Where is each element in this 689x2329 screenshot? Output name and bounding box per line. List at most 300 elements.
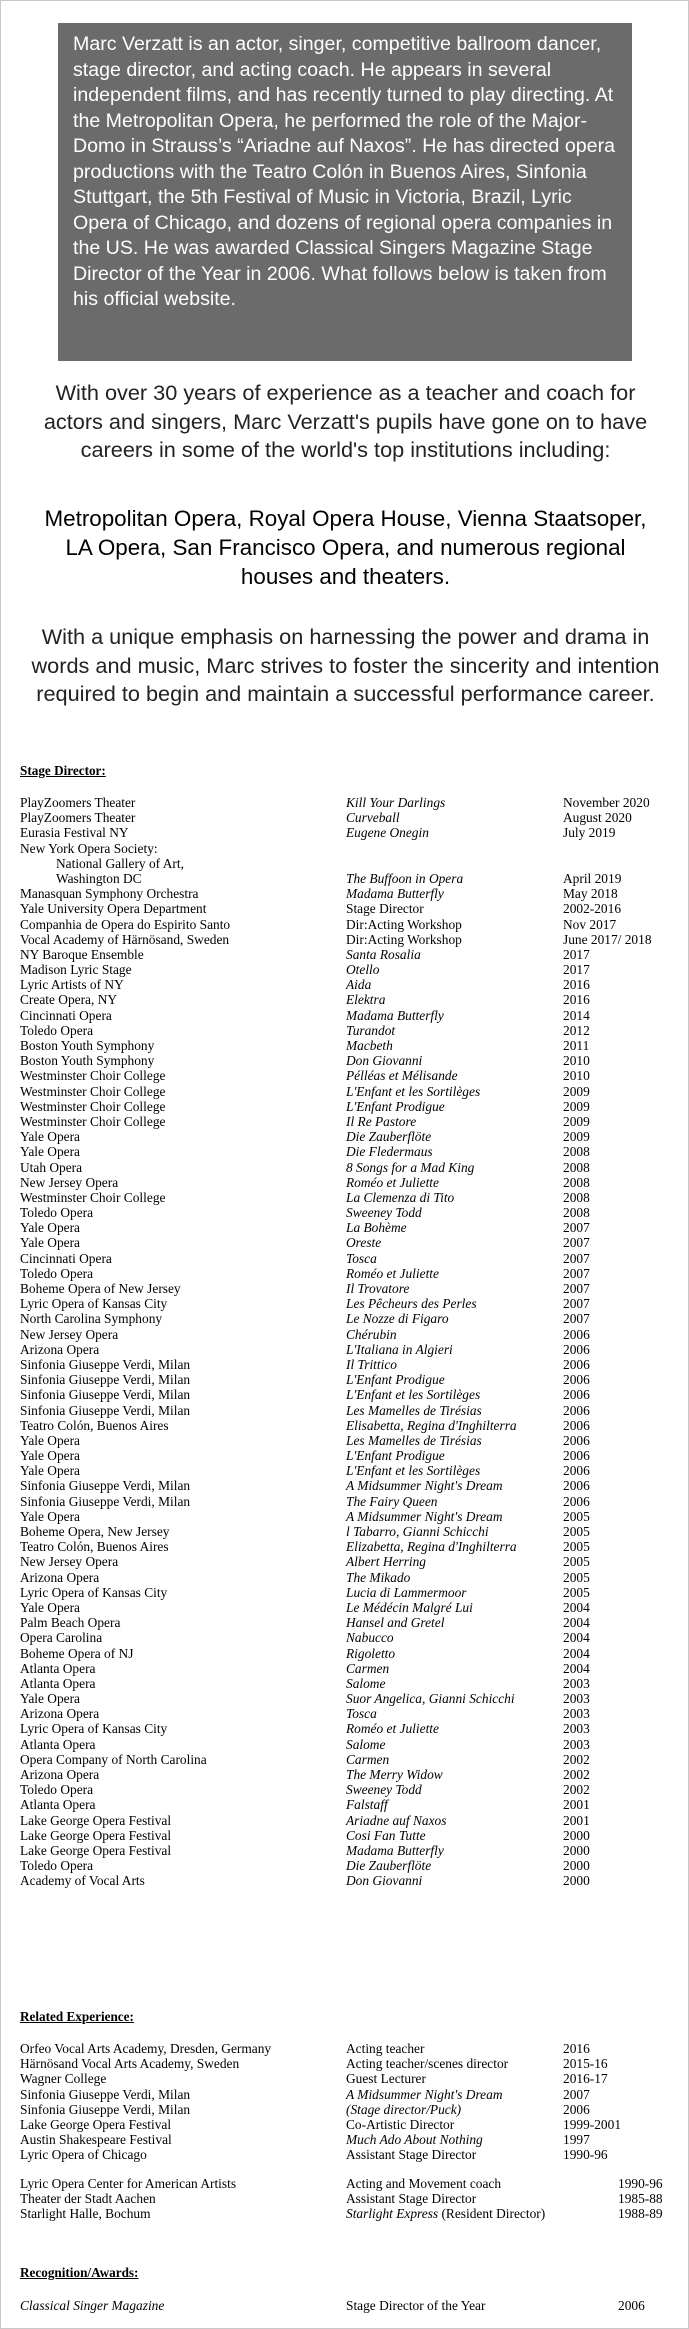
organization: Toledo Opera: [20, 1858, 94, 1874]
organization: North Carolina Symphony: [20, 1311, 163, 1327]
production-title: Salome: [346, 1675, 386, 1691]
organization: Eurasia Festival NY: [20, 825, 129, 841]
organization: Orfeo Vocal Arts Academy, Dresden, Germany: [20, 2041, 272, 2056]
role: A Midsummer Night's Dream: [346, 2086, 503, 2102]
years: 1990-96: [563, 2147, 608, 2163]
production-title: Albert Herring: [346, 1554, 426, 1570]
list-item: [20, 1813, 680, 1828]
list-item: [20, 992, 680, 1007]
production-title: l Tabarro, Gianni Schicchi: [346, 1524, 489, 1539]
list-item: [20, 1144, 680, 1159]
production-title: Don Giovanni: [346, 1053, 423, 1069]
list-item: [20, 1342, 680, 1357]
organization: NY Baroque Ensemble: [20, 946, 144, 962]
organization: Cincinnati Opera: [20, 1007, 112, 1023]
years: 1988-89: [618, 2206, 663, 2222]
organization: National Gallery of Art,: [56, 855, 184, 871]
production-year: 2012: [563, 1022, 590, 1038]
production-year: 2007: [563, 1250, 590, 1266]
list-item: [20, 1357, 680, 1372]
role: Assistant Stage Director: [346, 2147, 477, 2163]
production-year: 2005: [563, 1524, 590, 1539]
years: 2016: [563, 2041, 590, 2056]
production-title: L'Enfant Prodigue: [346, 1448, 445, 1464]
list-item: [20, 1099, 680, 1114]
list-item: [20, 1220, 680, 1235]
production-year: 2017: [563, 946, 590, 962]
years: 1999-2001: [563, 2116, 622, 2132]
production-title: Il Trittico: [346, 1356, 397, 1372]
list-item: [20, 1068, 680, 1083]
production-title: Otello: [346, 962, 380, 978]
list-item: [20, 947, 680, 962]
production-year: 2003: [563, 1675, 590, 1691]
production-year: May 2018: [563, 886, 618, 902]
role: [346, 2206, 545, 2221]
list-item: [20, 2191, 680, 2206]
organization: Sinfonia Giuseppe Verdi, Milan: [20, 1372, 191, 1388]
organization: Palm Beach Opera: [20, 1615, 121, 1631]
production-title: Chérubin: [346, 1326, 397, 1342]
organization: Arizona Opera: [20, 1341, 100, 1357]
organization: Cincinnati Opera: [20, 1250, 112, 1266]
production-year: 2004: [563, 1615, 590, 1631]
production-year: 2004: [563, 1645, 590, 1661]
organization: Companhia de Opera do Espirito Santo: [20, 916, 231, 932]
list-item: [20, 1873, 680, 1888]
organization: New Jersey Opera: [20, 1554, 119, 1570]
production-year: 2006: [563, 1493, 590, 1509]
section-heading-recognition: Recognition/Awards:: [20, 2265, 139, 2280]
role: Acting teacher/scenes director: [346, 2056, 509, 2072]
production-year: 2002: [563, 1751, 590, 1767]
role: Guest Lecturer: [346, 2071, 426, 2087]
list-item: [20, 1235, 680, 1250]
production-year: 2006: [563, 1463, 590, 1479]
production-title: Oreste: [346, 1235, 382, 1251]
organization: Yale Opera: [20, 1691, 80, 1707]
list-item: [20, 2132, 680, 2147]
organization: Manasquan Symphony Orchestra: [20, 886, 199, 902]
organization: Westminster Choir College: [20, 1189, 166, 1205]
intro-paragraph-institutions: Metropolitan Opera, Royal Opera House, Vienna Staatsoper, LA Opera, San Francisco Opera, and numerous regional houses and theaters.: [44, 506, 647, 589]
list-item: [20, 1524, 680, 1539]
organization: Yale Opera: [20, 1129, 80, 1145]
list-item: [20, 886, 680, 901]
section-heading-stage-director: Stage Director:: [20, 763, 106, 778]
years: 2016-17: [563, 2071, 608, 2087]
organization: Yale Opera: [20, 1448, 80, 1464]
production-year: 2003: [563, 1691, 590, 1707]
production-title: Lucia di Lammermoor: [346, 1584, 467, 1600]
production-year: 2005: [563, 1508, 590, 1524]
production-year: 2009: [563, 1129, 590, 1145]
production-title: Tosca: [346, 1706, 377, 1722]
role: Co-Artistic Director: [346, 2116, 455, 2132]
production-title: Kill Your Darlings: [346, 795, 446, 810]
years: 2015-16: [563, 2056, 608, 2072]
organization: Yale Opera: [20, 1599, 80, 1615]
organization: Academy of Vocal Arts: [20, 1873, 145, 1889]
production-year: 2007: [563, 1220, 590, 1236]
years: 1997: [563, 2132, 590, 2148]
list-item: [20, 1296, 680, 1311]
organization: Lake George Opera Festival: [20, 1812, 172, 1828]
production-title: Pélléas et Mélisande: [346, 1068, 458, 1084]
organization: Sinfonia Giuseppe Verdi, Milan: [20, 1402, 191, 1418]
list-item: [20, 841, 680, 856]
organization: Lake George Opera Festival: [20, 2116, 172, 2132]
organization: Utah Opera: [20, 1159, 83, 1175]
production-title: The Buffoon in Opera: [346, 870, 464, 886]
bio-summary-box: [58, 23, 632, 361]
production-year: June 2017/ 2018: [563, 931, 652, 947]
production-title: Suor Angelica, Gianni Schicchi: [346, 1691, 515, 1707]
organization: Yale Opera: [20, 1508, 80, 1524]
production-title: L'Enfant et les Sortilèges: [346, 1387, 481, 1403]
list-item: [20, 1084, 680, 1099]
organization: Boheme Opera, New Jersey: [20, 1524, 170, 1539]
production-year: 2017: [563, 962, 590, 978]
production-title: Elizabetta, Regina d'Inghilterra: [346, 1539, 517, 1555]
production-title: Les Mamelles de Tirésias: [346, 1432, 482, 1448]
role: Acting teacher: [346, 2041, 425, 2056]
production-year: 2006: [563, 1372, 590, 1388]
list-item: [20, 1114, 680, 1129]
production-title: Tosca: [346, 1250, 377, 1266]
organization: Lake George Opera Festival: [20, 1827, 172, 1843]
organization: Boston Youth Symphony: [20, 1038, 155, 1053]
production-year: 2006: [563, 1326, 590, 1342]
list-item: [20, 1737, 680, 1752]
production-year: 2002-2016: [563, 901, 622, 917]
production-year: 2003: [563, 1736, 590, 1752]
production-title: Don Giovanni: [346, 1873, 423, 1889]
production-year: April 2019: [563, 870, 622, 886]
organization: Lake George Opera Festival: [20, 1842, 172, 1858]
list-item: [20, 1387, 680, 1402]
list-item: [20, 1129, 680, 1144]
organization: Sinfonia Giuseppe Verdi, Milan: [20, 2086, 191, 2102]
organization: Opera Carolina: [20, 1630, 103, 1646]
production-year: 2003: [563, 1706, 590, 1722]
list-item: [20, 1828, 680, 1843]
production-title: The Merry Widow: [346, 1767, 443, 1782]
production-title: Die Fledermaus: [346, 1144, 433, 1160]
organization: Washington DC: [56, 870, 142, 886]
production-title: Santa Rosalia: [346, 946, 421, 962]
list-item: [20, 2147, 680, 2162]
production-year: 2016: [563, 992, 590, 1008]
list-item: [20, 1175, 680, 1190]
production-year: 2001: [563, 1812, 590, 1828]
production-year: 2000: [563, 1873, 590, 1889]
award-source: Classical Singer Magazine: [20, 2298, 165, 2313]
recognition-list: [20, 2298, 680, 2313]
organization: PlayZoomers Theater: [20, 810, 136, 826]
list-item: [20, 1463, 680, 1478]
list-item: [20, 1327, 680, 1342]
organization: Lyric Artists of NY: [20, 977, 124, 993]
production-year: 2002: [563, 1767, 590, 1782]
production-title: Il Trovatore: [346, 1281, 410, 1296]
production-title: Die Zauberflöte: [346, 1129, 432, 1145]
list-item: [20, 1509, 680, 1524]
production-title: A Midsummer Night's Dream: [346, 1508, 503, 1524]
role: Acting and Movement coach: [346, 2176, 502, 2191]
list-item: [20, 1205, 680, 1220]
production-title: Ariadne auf Naxos: [346, 1812, 447, 1828]
organization: Yale Opera: [20, 1432, 80, 1448]
production-year: 2009: [563, 1098, 590, 1114]
organization: Lyric Opera of Kansas City: [20, 1296, 168, 1312]
list-item: [20, 2041, 680, 2056]
list-item: [20, 2117, 680, 2132]
list-item: [20, 1858, 680, 1873]
organization: New Jersey Opera: [20, 1174, 119, 1190]
production-title: A Midsummer Night's Dream: [346, 1478, 503, 1494]
list-item: [20, 1721, 680, 1736]
production-title: Curveball: [346, 810, 400, 826]
list-item: [20, 2071, 680, 2086]
production-year: 2006: [563, 1402, 590, 1418]
organization: Toledo Opera: [20, 1022, 94, 1038]
award-title: Stage Director of the Year: [346, 2298, 486, 2313]
organization: Westminster Choir College: [20, 1113, 166, 1129]
organization: Sinfonia Giuseppe Verdi, Milan: [20, 1387, 191, 1403]
organization: Härnösand Vocal Arts Academy, Sweden: [20, 2056, 240, 2072]
production-year: 2005: [563, 1539, 590, 1555]
production-year: July 2019: [563, 825, 616, 841]
production-title: Carmen: [346, 1751, 390, 1767]
list-item: [20, 1752, 680, 1767]
list-item: [20, 2102, 680, 2117]
organization: Yale Opera: [20, 1220, 80, 1236]
organization: Toledo Opera: [20, 1265, 94, 1281]
production-year: 2006: [563, 1387, 590, 1403]
list-item: [20, 1266, 680, 1281]
list-item: [20, 810, 680, 825]
organization: Lyric Opera of Chicago: [20, 2147, 147, 2163]
years: 1990-96: [618, 2176, 663, 2191]
production-title: Le Médécin Malgré Lui: [346, 1599, 473, 1615]
list-item: [20, 2176, 680, 2191]
organization: Lyric Opera of Kansas City: [20, 1721, 168, 1737]
production-title: Dir:Acting Workshop: [346, 916, 462, 932]
organization: Yale Opera: [20, 1463, 80, 1479]
production-title: L'Enfant Prodigue: [346, 1372, 445, 1388]
list-item: [20, 1554, 680, 1569]
organization: Yale Opera: [20, 1144, 80, 1160]
years: 1985-88: [618, 2191, 663, 2207]
organization: Toledo Opera: [20, 1782, 94, 1798]
production-year: 2002: [563, 1782, 590, 1798]
related-experience-list-secondary: [20, 2176, 680, 2222]
production-year: 2009: [563, 1113, 590, 1129]
production-title: L'Enfant et les Sortilèges: [346, 1083, 481, 1099]
list-item: [20, 1646, 680, 1661]
organization: Yale Opera: [20, 1235, 80, 1251]
production-year: 2000: [563, 1827, 590, 1843]
list-item: [20, 795, 680, 810]
production-title: Elektra: [346, 992, 386, 1008]
production-year: 2007: [563, 1296, 590, 1312]
list-item: [20, 1661, 680, 1676]
production-title: The Mikado: [346, 1569, 411, 1585]
list-item: [20, 1160, 680, 1175]
production-title: Hansel and Gretel: [346, 1615, 445, 1631]
production-title: Die Zauberflöte: [346, 1858, 432, 1874]
production-title: Eugene Onegin: [346, 825, 429, 841]
production-title: Les Mamelles de Tirésias: [346, 1402, 482, 1418]
production-title: Falstaff: [346, 1797, 388, 1813]
production-title: Cosi Fan Tutte: [346, 1827, 426, 1843]
list-item: [20, 1053, 680, 1068]
list-item: [20, 977, 680, 992]
production-year: 2000: [563, 1842, 590, 1858]
organization: Teatro Colón, Buenos Aires: [20, 1417, 169, 1433]
production-year: August 2020: [563, 810, 632, 826]
production-year: 2008: [563, 1174, 590, 1190]
related-experience-list: [20, 2041, 680, 2163]
list-item: [20, 1691, 680, 1706]
intro-paragraph-emphasis: With a unique emphasis on harnessing the power and drama in words and music, Marc strives to foster the sincerity and intention required to begin and maintain a successful performance career.: [31, 624, 660, 706]
list-item: [20, 1767, 680, 1782]
production-title: Roméo et Juliette: [346, 1174, 439, 1190]
list-item: [20, 1797, 680, 1812]
organization: Westminster Choir College: [20, 1083, 166, 1099]
production-title: Les Pêcheurs des Perles: [346, 1296, 477, 1312]
production-year: 2006: [563, 1448, 590, 1464]
list-item: [20, 2206, 680, 2221]
role: Much Ado About Nothing: [346, 2132, 483, 2148]
production-year: 2005: [563, 1569, 590, 1585]
organization: Atlanta Opera: [20, 1675, 96, 1691]
production-year: 2016: [563, 977, 590, 993]
role-note: (Resident Director): [438, 2206, 546, 2222]
list-item: [20, 1372, 680, 1387]
years: 2006: [563, 2101, 590, 2117]
role: Assistant Stage Director: [346, 2191, 477, 2207]
production-title: L'Italiana in Algieri: [346, 1341, 453, 1357]
organization: Arizona Opera: [20, 1767, 100, 1782]
stage-director-list: [20, 795, 680, 1889]
organization: Lyric Opera of Kansas City: [20, 1584, 168, 1600]
production-year: 2008: [563, 1205, 590, 1221]
production-title: Elisabetta, Regina d'Inghilterra: [346, 1417, 517, 1433]
list-item: [20, 1190, 680, 1205]
production-title: L'Enfant Prodigue: [346, 1098, 445, 1114]
production-year: 2006: [563, 1417, 590, 1433]
production-title: L'Enfant et les Sortilèges: [346, 1463, 481, 1479]
list-item: [20, 917, 680, 932]
production-title: La Clemenza di Tito: [346, 1189, 455, 1205]
production-year: 2005: [563, 1554, 590, 1570]
organization: Westminster Choir College: [20, 1068, 166, 1084]
organization: Sinfonia Giuseppe Verdi, Milan: [20, 1356, 191, 1372]
production-title: Nabucco: [346, 1630, 394, 1646]
production-year: 2008: [563, 1144, 590, 1160]
list-item: [20, 1448, 680, 1463]
production-title: Le Nozze di Figaro: [346, 1311, 449, 1327]
production-year: 2000: [563, 1858, 590, 1874]
organization: Boheme Opera of NJ: [20, 1645, 134, 1661]
list-item: [20, 1008, 680, 1023]
list-item: [20, 1403, 680, 1418]
organization: Vocal Academy of Härnösand, Sweden: [20, 931, 230, 947]
bio-summary-text: Marc Verzatt is an actor, singer, competitive ballroom dancer, stage director, and acting coach. He appears in several independent films, and has recently turned to play directing. At the Metropolitan Opera, he performed the role of the Major-Domo in Strauss’s “Ariadne auf Naxos”. He has directed opera productions with the Teatro Colón in Buenos Aires, Sinfonia Stuttgart, the 5th Festival of Music in Victoria, Brazil, Lyric Opera of Chicago, and dozens of regional opera companies in the US. He was awarded Classical Singers Magazine Stage Director of the Year in 2006. What follows below is taken from his official website.: [73, 33, 615, 310]
production-year: November 2020: [563, 795, 650, 810]
organization: Atlanta Opera: [20, 1736, 96, 1752]
organization: Atlanta Opera: [20, 1660, 96, 1676]
production-year: Nov 2017: [563, 916, 617, 932]
production-year: 2007: [563, 1311, 590, 1327]
production-title: Carmen: [346, 1660, 390, 1676]
organization: Madison Lyric Stage: [20, 962, 132, 978]
list-item: [20, 1038, 680, 1053]
organization: Opera Company of North Carolina: [20, 1751, 207, 1767]
list-item: [20, 871, 680, 886]
production-year: 2004: [563, 1599, 590, 1615]
production-title: Rigoletto: [346, 1645, 396, 1661]
production-year: 2007: [563, 1265, 590, 1281]
organization: Arizona Opera: [20, 1706, 100, 1722]
list-item: [20, 2087, 680, 2102]
production-title: Il Re Pastore: [346, 1113, 417, 1129]
production-year: 2010: [563, 1053, 590, 1069]
production-title: Starlight Express: [346, 2206, 439, 2222]
organization: Boheme Opera of New Jersey: [20, 1281, 181, 1296]
organization: Sinfonia Giuseppe Verdi, Milan: [20, 1478, 191, 1494]
organization: New Jersey Opera: [20, 1326, 119, 1342]
production-year: 2009: [563, 1083, 590, 1099]
list-item: [20, 1023, 680, 1038]
production-year: 2006: [563, 1356, 590, 1372]
production-title: Madama Butterfly: [346, 1842, 444, 1858]
production-title: La Bohème: [346, 1220, 407, 1236]
list-item: [20, 1600, 680, 1615]
organization: Sinfonia Giuseppe Verdi, Milan: [20, 1493, 191, 1509]
list-item: [20, 856, 680, 871]
organization: Lyric Opera Center for American Artists: [20, 2176, 237, 2191]
production-year: 2011: [563, 1038, 590, 1053]
production-title: Stage Director: [346, 901, 424, 917]
production-year: 2008: [563, 1159, 590, 1175]
list-item: [20, 1570, 680, 1585]
production-year: 2006: [563, 1341, 590, 1357]
list-item: [20, 1251, 680, 1266]
organization: Austin Shakespeare Festival: [20, 2132, 172, 2148]
production-title: Roméo et Juliette: [346, 1265, 439, 1281]
list-item: [20, 1494, 680, 1509]
production-title: Sweeney Todd: [346, 1205, 422, 1221]
list-item: [20, 2298, 680, 2313]
organization: Sinfonia Giuseppe Verdi, Milan: [20, 2101, 191, 2117]
award-year: 2006: [618, 2298, 645, 2313]
organization: Atlanta Opera: [20, 1797, 96, 1813]
production-title: Turandot: [346, 1022, 396, 1038]
production-title: Madama Butterfly: [346, 1007, 444, 1023]
list-item: [20, 1478, 680, 1493]
production-title: Madama Butterfly: [346, 886, 444, 902]
production-year: 2001: [563, 1797, 590, 1813]
organization: Arizona Opera: [20, 1569, 100, 1585]
production-title: Macbeth: [346, 1038, 393, 1053]
organization: Teatro Colón, Buenos Aires: [20, 1539, 169, 1555]
list-item: [20, 932, 680, 947]
production-year: 2004: [563, 1660, 590, 1676]
production-year: 2010: [563, 1068, 590, 1084]
